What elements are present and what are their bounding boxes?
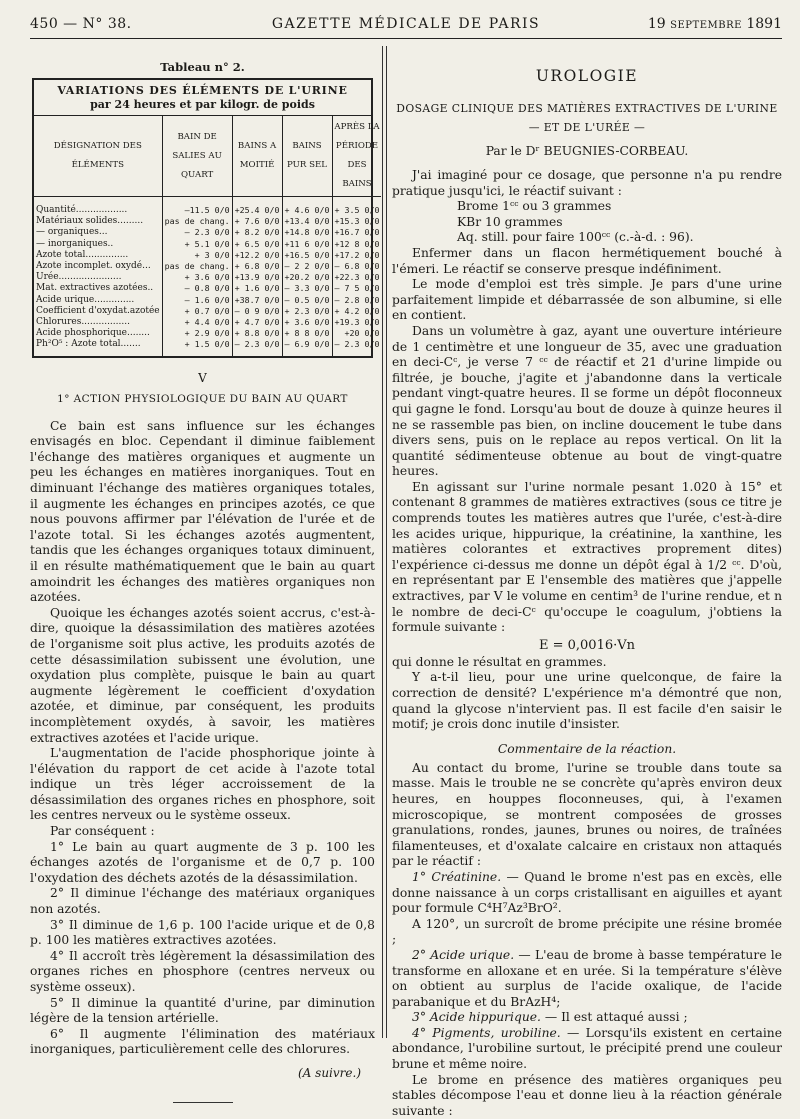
row-label: Acide urique.............. <box>36 294 135 305</box>
cell-value: + 8.8 0/0 <box>232 328 282 339</box>
cell-value: — 6.9 0/0 <box>282 339 332 355</box>
table-row <box>34 306 381 317</box>
list-item: 6° Il augmente l'élimination des matériaux inorganiques, particulièrement celle des chlorures. <box>30 1026 375 1057</box>
cell-value: +20.2 0/0 <box>282 272 332 283</box>
cell-value: + 8 8 0/0 <box>282 328 332 339</box>
col-header-quart: BAIN DE SALIES AU QUART <box>162 116 232 197</box>
reaction-item: 4° Pigments, urobiline. — Lorsqu'ils existent en certaine abondance, l'urobiline surtout, le précipité prend une couleur brune et même noire. <box>392 1025 782 1072</box>
reaction-item: 3° Acide hippurique. — Il est attaqué aussi ; <box>412 1010 688 1025</box>
paragraph: Ce bain est sans influence sur les échanges envisagés en bloc. Cependant il diminue faiblement l'échange des matières organiques et augmente un peu les échanges en matières inorganiques. Tout en diminuant l'échange des matières organiques totales, il augmente les échanges en principes azotés, ce que nous pouvons affirmer par l'élévation de l'urée et de l'azote total. Si les échanges azotés augmentent, tandis que les échanges organiques totaux diminuent, il en résulte mathématiquement que le bain au quart amoindrit les échanges des matières organiques non azotées. <box>30 418 375 605</box>
paragraph: Y a-t-il lieu, pour une urine quelconque, de faire la correction de densité? L'expérience m'a démontré que non, quand la glycose n'intervient pas. Il est facile d'en saisir le motif; je crois donc inutile d'insister. <box>392 670 782 732</box>
cell-value: +16.7 0/0 <box>332 227 381 238</box>
table-row <box>34 283 381 294</box>
paragraph: J'ai imaginé pour ce dosage, que personne n'a pu rendre pratique jusqu'ici, le réactif suivant : <box>392 168 782 198</box>
column-divider <box>382 46 383 1038</box>
cell-value: +15.3 0/0 <box>332 216 381 227</box>
cell-value: +11 6 0/0 <box>282 239 332 250</box>
end-rule <box>173 1102 233 1103</box>
cell-value: +38.7 0/0 <box>232 295 282 306</box>
cell-value: pas de chang. <box>162 216 232 227</box>
right-column <box>392 50 782 1118</box>
variations-table <box>32 78 380 358</box>
reaction-item: 2° Acide urique. — L'eau de brome à basse température le transforme en alloxane et en urée. Si la température s'élève on obtient au surplus de l'acide oxalique, de l'acide parabanique et du BrAzH⁴; <box>392 947 782 1009</box>
cell-value: + 2.9 0/0 <box>162 328 232 339</box>
list-item: 2° Il diminue l'échange des matériaux organiques non azotés. <box>30 886 375 917</box>
row-label: Azote total............... <box>36 249 129 260</box>
cell-value: + 4.4 0/0 <box>162 317 232 328</box>
table-row <box>34 250 381 261</box>
cell-value: + 4.2 0/0 <box>332 306 381 317</box>
table-row <box>34 295 381 306</box>
table-title: VARIATIONS DES ÉLÉMENTS DE L'URINE <box>57 84 348 97</box>
cell-value: +13.4 0/0 <box>282 216 332 227</box>
paragraph: Par conséquent : <box>50 824 155 839</box>
table-row <box>34 239 381 250</box>
cell-value: — 1.6 0/0 <box>162 295 232 306</box>
col-header-apres: APRÈS LA PÉRIODE DES BAINS <box>332 116 381 197</box>
cell-value: +19.3 0/0 <box>332 317 381 328</box>
cell-value: — 2 2 0/0 <box>282 261 332 272</box>
row-label: Azote incomplet. oxydé... <box>36 261 151 272</box>
cell-value: +25.4 0/0 <box>232 197 282 217</box>
cell-value: +17.2 0/0 <box>332 250 381 261</box>
table-row <box>34 328 381 339</box>
paragraph: Enfermer dans un flacon hermétiquement bouché à l'émeri. Le réactif se conserve presque indéfiniment. <box>392 245 782 276</box>
column-divider-double <box>386 46 387 1038</box>
table-row <box>34 339 381 355</box>
running-header <box>30 8 782 39</box>
subsection-title: Commentaire de la réaction. <box>497 741 677 756</box>
cell-value: + 4.6 0/0 <box>282 197 332 217</box>
to-be-continued: (A suivre.) <box>298 1065 361 1080</box>
col-header-designation: DÉSIGNATION DES ÉLÉMENTS <box>34 116 162 197</box>
cell-value: + 0.7 0/0 <box>162 306 232 317</box>
cell-value: +13.9 0/0 <box>232 272 282 283</box>
list-item: 4° Il accroît très légèrement la désassimilation des organes riches en phosphore (centres nerveux ou système osseux). <box>30 948 375 995</box>
cell-value: + 3.6 0/0 <box>162 272 232 283</box>
table-row <box>34 197 381 217</box>
list-item: 5° Il diminue la quantité d'urine, par diminution légère de la tension artérielle. <box>30 995 375 1026</box>
section-number: V <box>198 370 207 385</box>
row-label: — inorganiques.. <box>36 238 114 249</box>
reagent-line: Aq. still. pour faire 100ᶜᶜ (c.-à-d. : 96). <box>457 230 694 245</box>
cell-value: + 1.6 0/0 <box>232 283 282 294</box>
cell-value: — 0.5 0/0 <box>282 295 332 306</box>
cell-value: — 7 5 0/0 <box>332 283 381 294</box>
cell-value: +12.2 0/0 <box>232 250 282 261</box>
cell-value: + 4.7 0/0 <box>232 317 282 328</box>
cell-value: —11.5 0/0 <box>162 197 232 217</box>
table-row <box>34 216 381 227</box>
formula: E = 0,0016·Vn <box>538 637 636 653</box>
row-label: Quantité.................. <box>36 205 128 215</box>
table-row <box>34 272 381 283</box>
reagent-line: KBr 10 grammes <box>457 214 563 229</box>
cell-value: +20 0/0 <box>332 328 381 339</box>
paragraph: Au contact du brome, l'urine se trouble dans toute sa masse. Mais le trouble ne se concrète qu'après environ deux heures, en houppes floconneuses, qui, à l'examen microscopique, se montrent composées de grosses granulations, rondes, jaunes, brunes ou noires, de traînées filamenteuses, et d'oxalate calcaire en cristaux non attaqués par le réactif : <box>392 760 782 869</box>
reagent-line: Brome 1ᶜᶜ ou 3 grammes <box>457 199 612 214</box>
list-item: 3° Il diminue de 1,6 p. 100 l'acide urique et de 0,8 p. 100 les matières extractives azotées. <box>30 917 375 948</box>
table-caption: Tableau n° 2. <box>160 60 245 74</box>
cell-value: + 5.1 0/0 <box>162 239 232 250</box>
cell-value: +16.5 0/0 <box>282 250 332 261</box>
cell-value: — 2.8 0/0 <box>332 295 381 306</box>
row-label: Coefficient d'oxydat.azotée <box>36 305 160 316</box>
paragraph: En agissant sur l'urine normale pesant 1.020 à 15° et contenant 8 grammes de matières extractives (sous ce titre je comprends toutes les matières autres que l'urée, c'est-à-dire les acides urique, hippurique, la créatinine, la xanthine, les matières colorantes et extractives proprement dites) l'expérience ci-dessus me donne un dépôt égal à 1/2 ᶜᶜ. D'où, en représentant par E l'ensemble des matières que j'appelle extractives, par V le volume en centim³ de l'urine rendue, et n le nombre de deci-Cᶜ qu'occupe le coagulum, j'obtiens la formule suivante : <box>392 479 782 635</box>
journal-title: GAZETTE MÉDICALE DE PARIS <box>271 16 541 32</box>
cell-value: +22.3 0/0 <box>332 272 381 283</box>
reaction-item: 1° Créatinine. — Quand le brome n'est pas en excès, elle donne naissance à un corps cristallisant en aiguilles et ayant pour formule C⁴H⁷Az³BrO². <box>392 869 782 916</box>
list-item: 1° Le bain au quart augmente de 3 p. 100 les échanges azotés de l'organisme et de 0,7 p. 100 l'oxydation des déchets azotés de la désassimilation. <box>30 839 375 885</box>
cell-value: + 3 0/0 <box>162 250 232 261</box>
cell-value: — 2.3 0/0 <box>232 339 282 355</box>
paragraph: L'augmentation de l'acide phosphorique jointe à l'élévation du rapport de cet acide à l'azote total indique un très léger accroissement de la désassimilation des organes riches en phosphore, soit les centres nerveux ou le système osseux. <box>30 746 375 823</box>
section-title: 1° ACTION PHYSIOLOGIQUE DU BAIN AU QUART <box>57 392 348 405</box>
cell-value: + 6.5 0/0 <box>232 239 282 250</box>
cell-value: +14.8 0/0 <box>282 227 332 238</box>
cell-value: + 3.6 0/0 <box>282 317 332 328</box>
cell-value: — 2.3 0/0 <box>332 339 381 355</box>
table-subtitle: par 24 heures et par kilogr. de poids <box>34 97 371 116</box>
page-number: 450 — N° 38. <box>30 16 132 32</box>
paragraph: Dans un volumètre à gaz, ayant une ouverture intérieure de 1 centimètre et une longueur de 35, avec une graduation en deci-Cᶜ, je verse 7 ᶜᶜ de réactif et 21 d'urine limpide ou filtrée, je bouche, j'agite et j'abandonne dans la verticale pendant vingt-quatre heures. Il se forme un dépôt floconneux qui gagne le fond. Lorsqu'au bout de douze à quinze heures il ne se rassemble pas bien, on incline doucement le tube dans divers sens, puis on le replace au repos vertical. On lit la quantité sédimenteuse obtenue au bout de vingt-quatre heures. <box>392 323 782 479</box>
paragraph: Le brome en présence des matières organiques peu stables décompose l'eau et donne lieu à la réaction générale suivante : <box>392 1072 782 1118</box>
row-label: Acide phosphorique........ <box>36 328 150 339</box>
cell-value: — 0 9 0/0 <box>232 306 282 317</box>
cell-value: + 3.5 0/0 <box>332 197 381 217</box>
section-heading: UROLOGIE <box>535 67 639 85</box>
article-title: DOSAGE CLINIQUE DES MATIÈRES EXTRACTIVES DE L'URINE — ET DE L'URÉE — <box>396 102 778 134</box>
table-row <box>34 317 381 328</box>
row-label: Ph²O⁵ : Azote total....... <box>36 339 141 350</box>
cell-value: pas de chang. <box>162 261 232 272</box>
col-header-pur-sel: BAINS PUR SEL <box>282 116 332 197</box>
cell-value: — 0.8 0/0 <box>162 283 232 294</box>
cell-value: + 6.8 0/0 <box>232 261 282 272</box>
cell-value: — 3.3 0/0 <box>282 283 332 294</box>
row-label: Chlorures................. <box>36 317 130 328</box>
article-author: Par le Dʳ BEUGNIES-CORBEAU. <box>485 144 689 158</box>
cell-value: — 2.3 0/0 <box>162 227 232 238</box>
cell-value: + 7.6 0/0 <box>232 216 282 227</box>
paragraph: A 120°, un surcroît de brome précipite une résine bromée ; <box>392 916 782 947</box>
row-label: Mat. extractives azotées.. <box>36 283 154 294</box>
cell-value: + 8.2 0/0 <box>232 227 282 238</box>
cell-value: +12 8 0/0 <box>332 239 381 250</box>
paragraph: Quoique les échanges azotés soient accrus, c'est-à-dire, quoique la désassimilation des matières azotées de l'organisme soit plus active, les produits azotés de cette désassimilation subissent une évolution, une oxydation plus complète, puisque le bain au quart augmente légèrement le coefficient d'oxydation azotée, et diminue, par conséquent, les produits incomplètement oxydés, à savoir, les matières extractives azotées et l'acide urique. <box>30 605 375 745</box>
left-column <box>30 50 380 1080</box>
row-label: Matériaux solides......... <box>36 216 144 227</box>
table-row <box>34 261 381 272</box>
cell-value: + 1.5 0/0 <box>162 339 232 355</box>
paragraph: qui donne le résultat en grammes. <box>392 654 607 669</box>
row-label: — organiques... <box>36 227 108 238</box>
issue-date: 19 SEPTEMBRE 1891 <box>647 16 782 32</box>
cell-value: — 6.8 0/0 <box>332 261 381 272</box>
table-row <box>34 227 381 238</box>
col-header-moitie: BAINS A MOITIÉ <box>232 116 282 197</box>
row-label: Urée...................... <box>36 272 122 283</box>
cell-value: + 2.3 0/0 <box>282 306 332 317</box>
paragraph: Le mode d'emploi est très simple. Je pars d'une urine parfaitement limpide et débarrassée de son albumine, si elle en contient. <box>392 277 782 323</box>
